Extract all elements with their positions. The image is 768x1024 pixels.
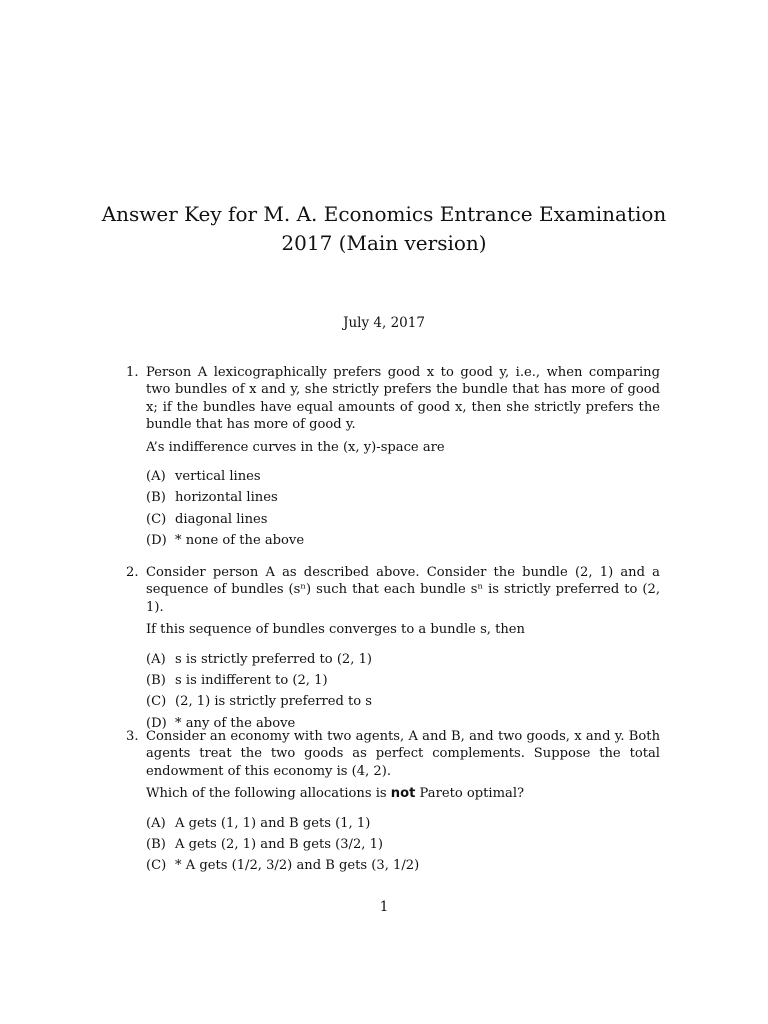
- option-text: diagonal lines: [175, 511, 268, 527]
- option-label: (D): [146, 532, 167, 548]
- option-text: A gets (1, 1) and B gets (1, 1): [175, 815, 371, 831]
- option-label: (C): [146, 858, 167, 874]
- option-text: s is strictly preferred to (2, 1): [175, 651, 373, 667]
- option-item: [146, 857, 660, 878]
- option-item: [146, 693, 660, 714]
- option-text: * any of the above: [175, 715, 296, 731]
- option-label: (B): [146, 672, 166, 688]
- question-number: 1.: [126, 365, 139, 380]
- option-text: horizontal lines: [175, 490, 278, 506]
- option-label: (A): [146, 815, 166, 831]
- document-date: July 4, 2017: [343, 315, 425, 331]
- option-item: [146, 651, 660, 672]
- option-text: A gets (2, 1) and B gets (3/2, 1): [175, 836, 384, 852]
- title-line-2: 2017 (Main version): [281, 231, 487, 255]
- option-text: vertical lines: [175, 469, 261, 485]
- option-item: [146, 468, 660, 489]
- question-number: 3.: [126, 729, 139, 744]
- option-label: (C): [146, 694, 167, 710]
- title-line-1: Answer Key for M. A. Economics Entrance Examination: [101, 202, 667, 226]
- option-item: [146, 511, 660, 532]
- option-label: (C): [146, 511, 167, 527]
- option-item: [146, 489, 660, 510]
- page-number: 1: [379, 899, 389, 915]
- prompt-pre: Which of the following allocations is: [146, 786, 387, 802]
- question-text: Consider person A as described above. Consider the bundle (2, 1) and a sequence of bundles (sⁿ) such that each bundle sⁿ is strictly preferred to (2, 1).: [146, 565, 660, 615]
- prompt-post: Pareto optimal?: [419, 786, 525, 802]
- question-prompt: If this sequence of bundles converges to a bundle s, then: [146, 622, 525, 638]
- document-title: [0, 200, 768, 258]
- option-item: [146, 836, 660, 857]
- option-item: [146, 672, 660, 693]
- options-list: [146, 651, 660, 736]
- options-list: [146, 468, 660, 553]
- question-3: [126, 728, 660, 879]
- option-item: [146, 532, 660, 553]
- option-label: (A): [146, 469, 166, 485]
- question-2: [126, 564, 660, 736]
- question-text: Person A lexicographically prefers good x to good y, i.e., when comparing two bundles of x and y, she strictly prefers the bundle that has more of good x; if the bundles have equal amounts of good x, then she strictly prefers the bundle that has more of good y.: [146, 365, 660, 433]
- option-text: * A gets (1/2, 3/2) and B gets (3, 1/2): [175, 858, 420, 874]
- option-label: (D): [146, 715, 167, 731]
- option-label: (B): [146, 490, 166, 506]
- option-label: (B): [146, 836, 166, 852]
- option-label: (A): [146, 651, 166, 667]
- option-text: s is indifferent to (2, 1): [175, 672, 328, 688]
- option-text: (2, 1) is strictly preferred to s: [175, 694, 373, 710]
- options-list: [146, 815, 660, 879]
- prompt-emphasis: not: [390, 786, 416, 802]
- question-prompt: [146, 785, 660, 802]
- question-1: [126, 364, 660, 553]
- question-text: Consider an economy with two agents, A and B, and two goods, x and y. Both agents treat the two goods as perfect complements. Suppose the total endowment of this economy is (4, 2).: [146, 729, 660, 779]
- question-prompt: A’s indifference curves in the (x, y)-space are: [146, 439, 445, 455]
- question-number: 2.: [126, 565, 139, 580]
- option-item: [146, 815, 660, 836]
- option-text: * none of the above: [175, 532, 305, 548]
